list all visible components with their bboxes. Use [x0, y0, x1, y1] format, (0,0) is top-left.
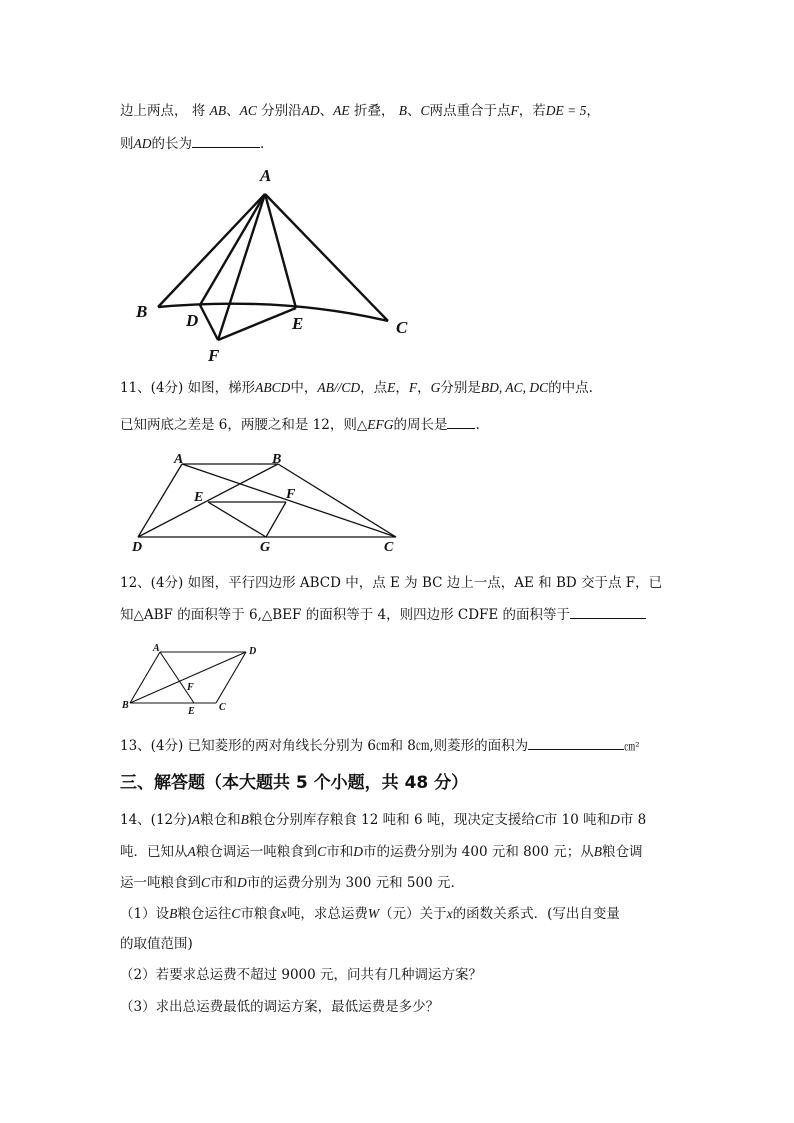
- math-G: G: [430, 380, 441, 395]
- text: 粮仓调: [601, 844, 643, 860]
- q11-figure: [128, 448, 408, 558]
- label-F: F: [187, 682, 194, 693]
- text: 市的运费分别为 400 元和 800 元；从: [363, 844, 594, 860]
- math-AB-parallel-CD: AB//CD: [317, 380, 361, 395]
- text: 运一吨粮食到: [120, 875, 201, 891]
- text: ，: [395, 380, 409, 396]
- label-C: C: [396, 318, 408, 337]
- q10-text-line1: [120, 101, 600, 121]
- text: （3）求出总运费最低的调运方案，最低运费是多少？: [120, 999, 440, 1015]
- seg-AB: [130, 652, 160, 703]
- math-DE-eq: DE = 5: [545, 103, 587, 118]
- label-F: F: [208, 346, 220, 365]
- text: 13、(4分) 已知菱形的两对角线长分别为 6㎝和 8㎝,则菱形的面积为: [120, 738, 529, 754]
- text: 吨，求总运费: [286, 906, 368, 922]
- q10-text-line2: [120, 133, 264, 154]
- q13-text: [120, 735, 640, 757]
- math-ABCD: ABCD: [255, 380, 291, 395]
- text: ，: [586, 103, 600, 119]
- math-AD: AD: [301, 103, 320, 118]
- text: ，若: [518, 103, 546, 119]
- answer-blank[interactable]: [192, 133, 260, 148]
- math-D: D: [237, 875, 247, 890]
- section-heading: 三、解答题（本大题共 5 个小题，共 48 分）: [120, 773, 469, 793]
- text: 14、(12分): [120, 812, 192, 828]
- text: .: [260, 136, 265, 152]
- text: 粮仓和: [200, 812, 241, 828]
- label-E: E: [292, 314, 304, 333]
- math-D: D: [353, 844, 364, 859]
- math-D: D: [610, 812, 620, 827]
- text: 两点重合于点: [429, 103, 511, 119]
- seg-AD: [200, 194, 265, 305]
- math-EFG: EFG: [367, 417, 394, 432]
- q11-text-line2: [120, 414, 480, 435]
- label-B: B: [272, 452, 282, 467]
- text: 市 10 吨和: [543, 812, 611, 828]
- text: 12、(4分) 如图，平行四边形 ABCD 中，点 E 为 BC 边上一点，AE 和 BD 交于点 F，已: [120, 575, 663, 591]
- math-C: C: [231, 906, 241, 921]
- math-F: F: [408, 380, 418, 395]
- q14-text-line2: [120, 842, 642, 862]
- text: 粮仓分别库存粮食 12 吨和 6 吨，现决定支援给: [248, 812, 535, 828]
- seg-DC: [216, 652, 246, 703]
- answer-blank[interactable]: [528, 735, 624, 750]
- label-E: E: [194, 490, 204, 505]
- q12-figure: [120, 640, 270, 718]
- q14-part3: [120, 997, 439, 1017]
- math-C: C: [201, 875, 211, 890]
- seg-BC: [278, 464, 396, 537]
- text: 粮仓运往: [177, 906, 232, 922]
- seg-EF: [218, 308, 296, 340]
- label-C: C: [384, 540, 394, 555]
- seg-BD: [130, 652, 246, 703]
- text: 粮仓调运一吨粮食到: [195, 844, 318, 860]
- text: ，: [417, 380, 431, 396]
- label-E: E: [188, 706, 195, 717]
- text: 的中点.: [548, 380, 593, 396]
- answer-blank[interactable]: [447, 414, 475, 429]
- q11-text-line1: [120, 378, 593, 398]
- q14-part2: [120, 965, 482, 985]
- text: 边上两点， 将: [120, 103, 206, 119]
- math-B: B: [240, 812, 249, 827]
- text: 的长为: [151, 136, 192, 152]
- text: 市和: [326, 844, 354, 860]
- text: 11、(4分) 如图，梯形: [120, 380, 256, 396]
- label-C: C: [219, 702, 226, 713]
- math-B: B: [169, 906, 178, 921]
- math-AB: AB: [209, 103, 227, 118]
- label-A: A: [153, 643, 160, 654]
- text: 吨．已知从: [120, 844, 188, 860]
- seg-AB: [158, 194, 265, 307]
- text: 市粮食: [240, 906, 281, 922]
- text: 知△ABF 的面积等于 6,△BEF 的面积等于 4，则四边形 CDFE 的面积等于: [120, 607, 571, 623]
- text: 的周长是: [393, 417, 448, 433]
- text: （2）若要求总运费不超过 9000 元，问共有几种调运方案？: [120, 967, 483, 983]
- label-D: D: [132, 540, 143, 555]
- q14-text-line1: [120, 810, 646, 830]
- q12-text-line1: [120, 573, 662, 593]
- q14-text-line3: [120, 873, 455, 893]
- math-F: F: [510, 103, 519, 118]
- text: ，点: [360, 380, 388, 396]
- seg-EG: [208, 502, 266, 537]
- text: 分别是: [440, 380, 481, 396]
- label-G: G: [260, 540, 271, 555]
- text: 则: [120, 136, 134, 152]
- seg-DF: [200, 305, 218, 340]
- math-AC: AC: [239, 103, 257, 118]
- text: 、: [226, 103, 240, 119]
- text: .: [475, 417, 480, 433]
- seg-FG: [266, 502, 286, 537]
- answer-blank[interactable]: [570, 604, 646, 619]
- text: 的取值范围): [120, 936, 193, 952]
- math-x: x: [446, 906, 453, 921]
- math-A: A: [187, 844, 196, 859]
- text: 市和: [210, 875, 238, 891]
- text: 、: [407, 103, 421, 119]
- math-C: C: [534, 812, 544, 827]
- label-F: F: [286, 487, 296, 502]
- math-AE: AE: [333, 103, 350, 118]
- math-C: C: [317, 844, 327, 859]
- math-x: x: [280, 906, 287, 921]
- unit: ㎝²: [624, 740, 640, 753]
- label-D: D: [186, 311, 199, 330]
- text: 分别沿: [261, 103, 302, 119]
- label-B: B: [136, 302, 148, 321]
- seg-BD: [138, 464, 278, 537]
- text: （1）设: [120, 906, 170, 922]
- q14-part1-line1: [120, 904, 620, 924]
- text: 市的运费分别为 300 元和 500 元.: [246, 875, 455, 891]
- text: 折叠，: [353, 103, 395, 119]
- label-A: A: [174, 452, 184, 467]
- math-segments: BD, AC, DC: [480, 380, 549, 395]
- math-AD: AD: [133, 136, 152, 151]
- text: 已知两底之差是 6，两腰之和是 12，则△: [120, 417, 368, 433]
- text: （元）关于: [379, 906, 447, 922]
- label-A: A: [260, 166, 272, 185]
- text: 市 8: [619, 812, 647, 828]
- text: 的函数关系式．(写出自变量: [452, 906, 620, 922]
- q10-figure: [130, 162, 420, 367]
- math-B: B: [398, 103, 407, 118]
- math-A: A: [191, 812, 201, 827]
- math-W: W: [367, 906, 380, 921]
- label-D: D: [249, 646, 257, 657]
- label-B: B: [122, 700, 129, 711]
- q14-part1-line2: [120, 934, 193, 954]
- text: 中，: [290, 380, 318, 396]
- seg-AF: [218, 194, 265, 340]
- text: 、: [319, 103, 334, 119]
- math-E: E: [387, 380, 396, 395]
- q12-text-line2: [120, 604, 646, 625]
- math-B: B: [593, 844, 602, 859]
- math-C: C: [420, 103, 430, 118]
